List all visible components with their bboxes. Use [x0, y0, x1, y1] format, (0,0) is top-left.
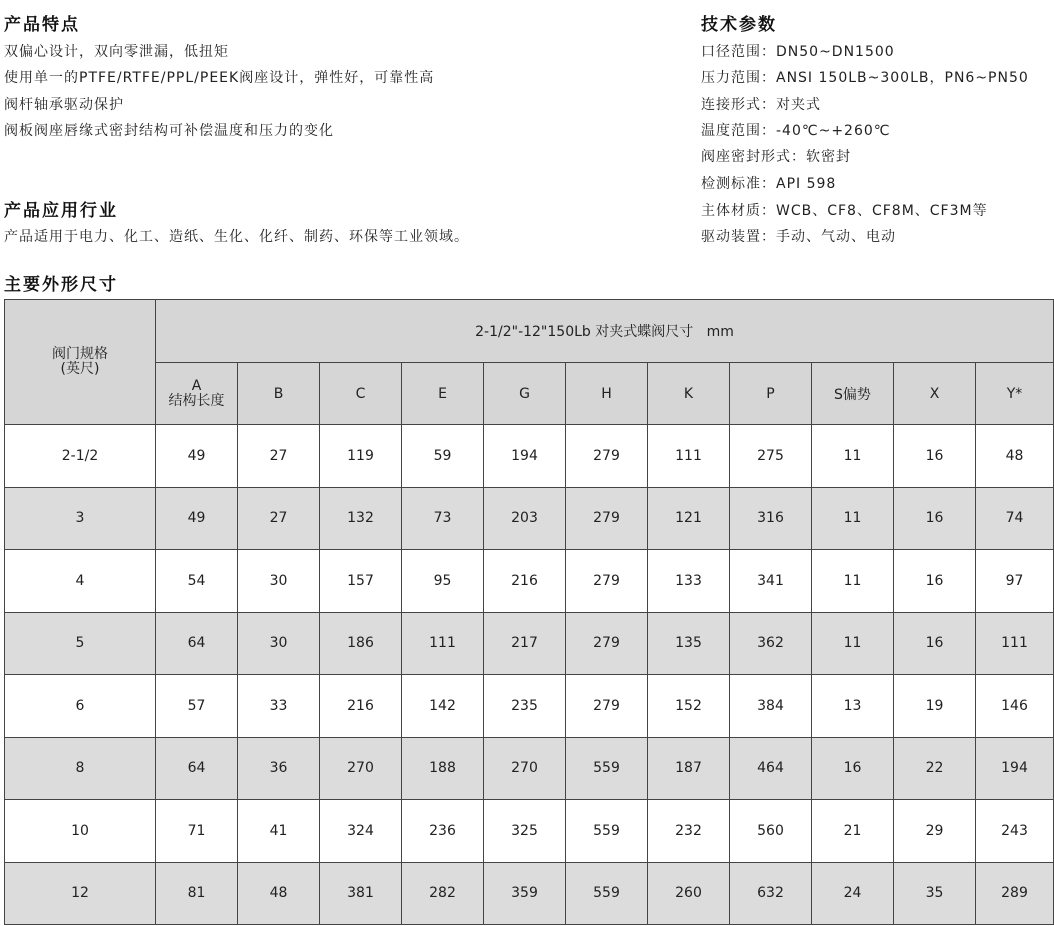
col-header: H — [566, 363, 648, 425]
size-cell: 12 — [5, 862, 156, 925]
value-cell: 381 — [320, 862, 402, 925]
value-cell: 16 — [894, 612, 976, 675]
industry-text: 产品适用于电力、化工、造纸、生化、化纤、制药、环保等工业领域。 — [4, 229, 469, 245]
value-cell: 48 — [238, 862, 320, 925]
value-cell: 29 — [894, 800, 976, 863]
size-header — [5, 300, 156, 425]
value-cell: 11 — [812, 487, 894, 550]
value-cell: 16 — [894, 425, 976, 488]
value-cell: 362 — [730, 612, 812, 675]
value-cell: 559 — [566, 800, 648, 863]
value-cell: 132 — [320, 487, 402, 550]
value-cell: 289 — [976, 862, 1054, 925]
col-header: C — [320, 363, 402, 425]
value-cell: 95 — [402, 550, 484, 613]
value-cell: 35 — [894, 862, 976, 925]
value-cell: 325 — [484, 800, 566, 863]
value-cell: 279 — [566, 675, 648, 738]
value-cell: 186 — [320, 612, 402, 675]
value-cell: 359 — [484, 862, 566, 925]
value-cell: 71 — [156, 800, 238, 863]
value-cell: 22 — [894, 737, 976, 800]
industry-title: 产品应用行业 — [4, 201, 118, 221]
col-header: X — [894, 363, 976, 425]
value-cell: 559 — [566, 737, 648, 800]
value-cell: 48 — [976, 425, 1054, 488]
table-row — [5, 862, 1054, 925]
value-cell: 157 — [320, 550, 402, 613]
value-cell: 111 — [402, 612, 484, 675]
tech-line: 主体材质：WCB、CF8、CF8M、CF3M等 — [701, 203, 988, 219]
value-cell: 324 — [320, 800, 402, 863]
col-header: E — [402, 363, 484, 425]
size-cell: 3 — [5, 487, 156, 550]
col-header: S偏势 — [812, 363, 894, 425]
col-header-a — [156, 363, 238, 425]
value-cell: 81 — [156, 862, 238, 925]
features-title: 产品特点 — [4, 15, 80, 35]
value-cell: 275 — [730, 425, 812, 488]
value-cell: 21 — [812, 800, 894, 863]
value-cell: 19 — [894, 675, 976, 738]
value-cell: 11 — [812, 550, 894, 613]
tech-line: 连接形式：对夹式 — [701, 97, 821, 113]
value-cell: 232 — [648, 800, 730, 863]
value-cell: 16 — [894, 487, 976, 550]
value-cell: 11 — [812, 612, 894, 675]
value-cell: 11 — [812, 425, 894, 488]
value-cell: 236 — [402, 800, 484, 863]
table-row — [5, 550, 1054, 613]
table-row — [5, 612, 1054, 675]
tech-line: 阀座密封形式：软密封 — [701, 149, 851, 165]
value-cell: 49 — [156, 487, 238, 550]
value-cell: 216 — [484, 550, 566, 613]
value-cell: 279 — [566, 487, 648, 550]
col-header-a-label: 结构长度 — [168, 392, 225, 409]
table-row — [5, 675, 1054, 738]
dimensions-title: 主要外形尺寸 — [4, 275, 118, 295]
value-cell: 279 — [566, 425, 648, 488]
tech-line: 驱动装置：手动、气动、电动 — [701, 229, 896, 245]
value-cell: 146 — [976, 675, 1054, 738]
table-row — [5, 800, 1054, 863]
tech-line: 口径范围：DN50~DN1500 — [701, 44, 895, 60]
value-cell: 142 — [402, 675, 484, 738]
value-cell: 111 — [648, 425, 730, 488]
value-cell: 217 — [484, 612, 566, 675]
table-row — [5, 737, 1054, 800]
value-cell: 235 — [484, 675, 566, 738]
col-header: B — [238, 363, 320, 425]
tech-title: 技术参数 — [701, 15, 777, 35]
value-cell: 243 — [976, 800, 1054, 863]
value-cell: 111 — [976, 612, 1054, 675]
value-cell: 203 — [484, 487, 566, 550]
value-cell: 216 — [320, 675, 402, 738]
value-cell: 59 — [402, 425, 484, 488]
value-cell: 64 — [156, 737, 238, 800]
feature-line: 阀杆轴承驱动保护 — [4, 97, 124, 113]
value-cell: 74 — [976, 487, 1054, 550]
feature-line: 双偏心设计，双向零泄漏，低扭矩 — [4, 44, 229, 60]
tech-line: 温度范围：-40℃~+260℃ — [701, 123, 891, 139]
value-cell: 49 — [156, 425, 238, 488]
size-cell: 8 — [5, 737, 156, 800]
value-cell: 188 — [402, 737, 484, 800]
value-cell: 27 — [238, 425, 320, 488]
value-cell: 73 — [402, 487, 484, 550]
value-cell: 270 — [484, 737, 566, 800]
value-cell: 133 — [648, 550, 730, 613]
value-cell: 30 — [238, 612, 320, 675]
value-cell: 260 — [648, 862, 730, 925]
col-header: G — [484, 363, 566, 425]
size-cell: 10 — [5, 800, 156, 863]
value-cell: 279 — [566, 550, 648, 613]
size-cell: 2-1/2 — [5, 425, 156, 488]
value-cell: 135 — [648, 612, 730, 675]
value-cell: 560 — [730, 800, 812, 863]
col-header-a-letter: A — [191, 377, 202, 394]
value-cell: 97 — [976, 550, 1054, 613]
value-cell: 282 — [402, 862, 484, 925]
feature-line: 阀板阀座唇缘式密封结构可补偿温度和压力的变化 — [4, 123, 334, 139]
value-cell: 464 — [730, 737, 812, 800]
size-header-unit: (英尺) — [60, 361, 100, 377]
value-cell: 194 — [484, 425, 566, 488]
table-row — [5, 425, 1054, 488]
value-cell: 27 — [238, 487, 320, 550]
value-cell: 57 — [156, 675, 238, 738]
dimensions-table — [4, 299, 1054, 925]
value-cell: 279 — [566, 612, 648, 675]
value-cell: 152 — [648, 675, 730, 738]
table-row — [5, 487, 1054, 550]
value-cell: 559 — [566, 862, 648, 925]
value-cell: 119 — [320, 425, 402, 488]
value-cell: 270 — [320, 737, 402, 800]
col-header: K — [648, 363, 730, 425]
value-cell: 16 — [812, 737, 894, 800]
size-header-label: 阀门规格 — [52, 346, 108, 362]
value-cell: 316 — [730, 487, 812, 550]
tech-line: 检测标准：API 598 — [701, 176, 837, 192]
value-cell: 632 — [730, 862, 812, 925]
value-cell: 64 — [156, 612, 238, 675]
col-header: P — [730, 363, 812, 425]
value-cell: 16 — [894, 550, 976, 613]
size-cell: 6 — [5, 675, 156, 738]
value-cell: 13 — [812, 675, 894, 738]
group-header: 2-1/2"-12"150Lb 对夹式蝶阀尺寸 mm — [156, 300, 1054, 363]
value-cell: 54 — [156, 550, 238, 613]
value-cell: 36 — [238, 737, 320, 800]
size-cell: 5 — [5, 612, 156, 675]
size-cell: 4 — [5, 550, 156, 613]
value-cell: 341 — [730, 550, 812, 613]
value-cell: 30 — [238, 550, 320, 613]
value-cell: 187 — [648, 737, 730, 800]
value-cell: 24 — [812, 862, 894, 925]
value-cell: 33 — [238, 675, 320, 738]
value-cell: 121 — [648, 487, 730, 550]
value-cell: 384 — [730, 675, 812, 738]
tech-line: 压力范围：ANSI 150LB~300LB，PN6~PN50 — [701, 70, 1029, 86]
value-cell: 194 — [976, 737, 1054, 800]
col-header: Y* — [976, 363, 1054, 425]
feature-line: 使用单一的PTFE/RTFE/PPL/PEEK阀座设计，弹性好，可靠性高 — [4, 70, 435, 86]
value-cell: 41 — [238, 800, 320, 863]
